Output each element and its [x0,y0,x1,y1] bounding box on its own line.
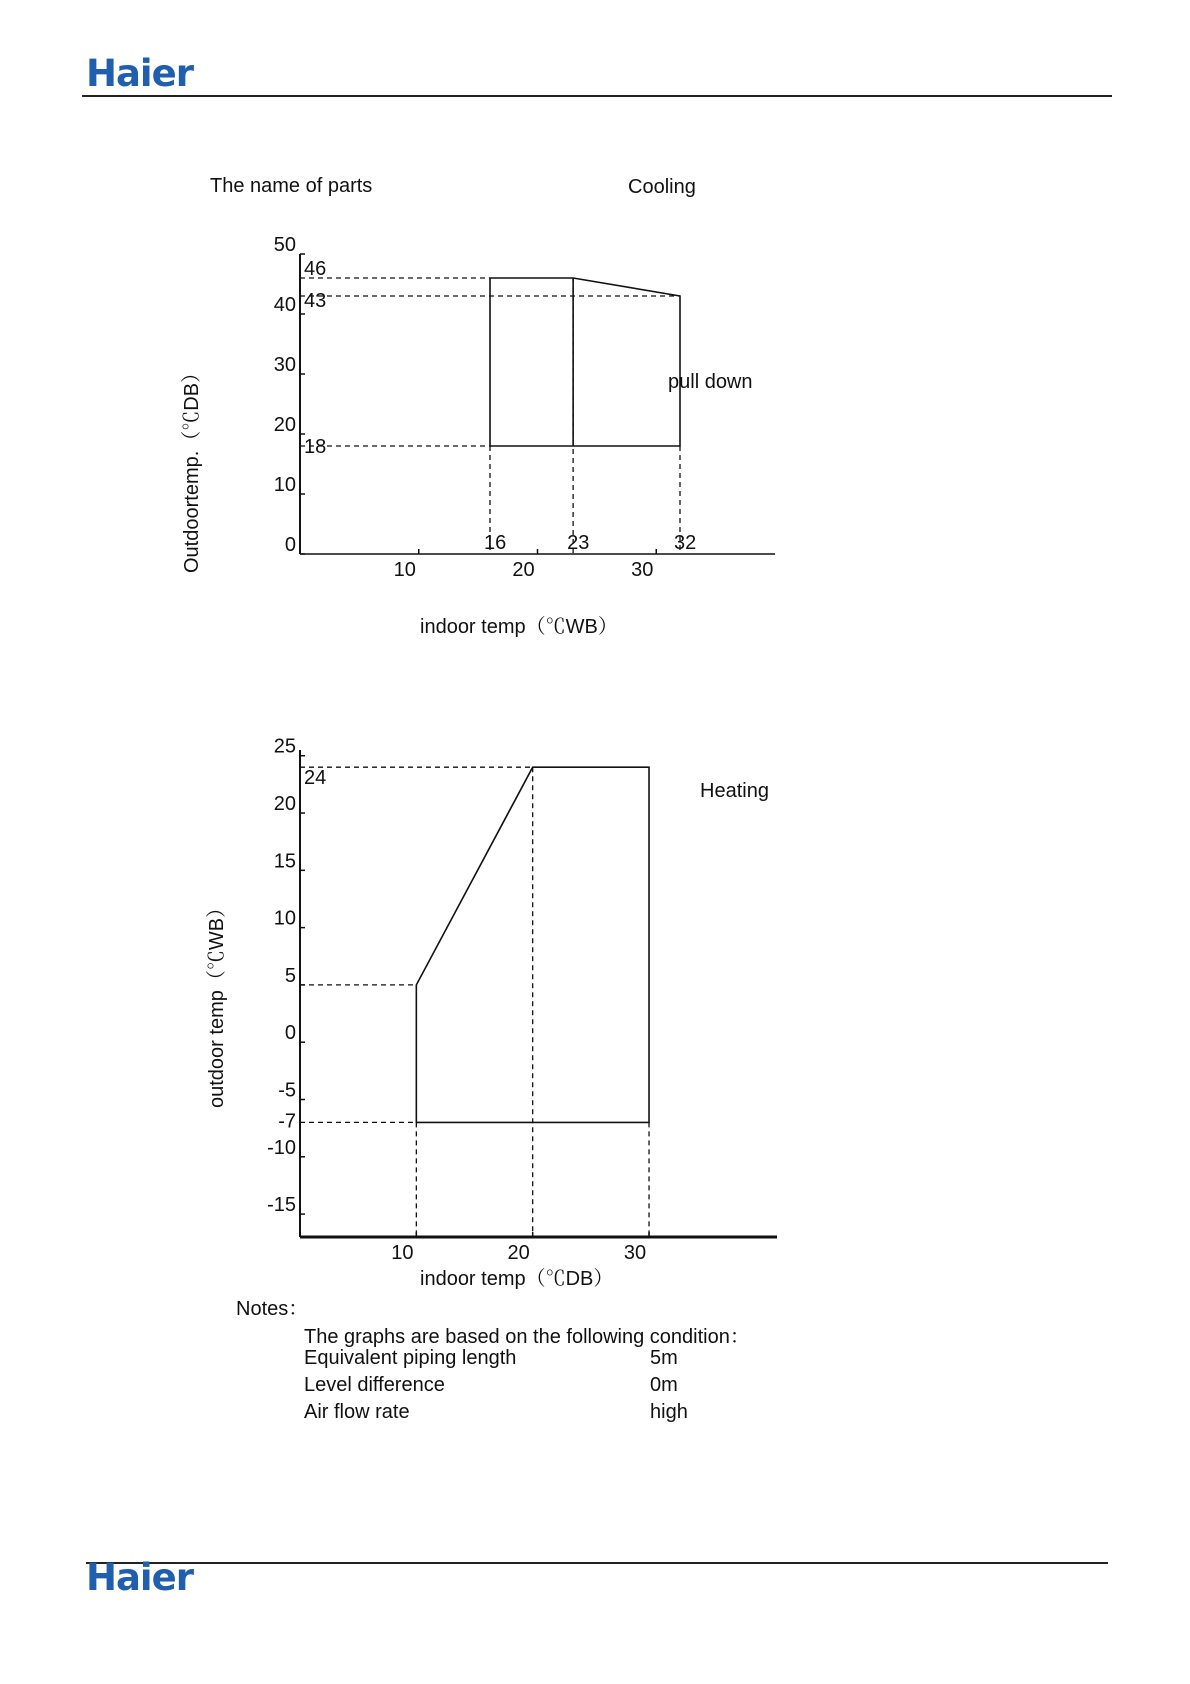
note-row [304,1347,678,1370]
y-tick-label: -15 [267,1194,296,1217]
notes-heading: Notes： [236,1298,309,1320]
note-row [304,1374,678,1397]
note-row [304,1401,688,1424]
note-label: Level difference [304,1374,445,1396]
x-tick-label: 30 [631,559,654,581]
brand-logo-footer: Haier [86,1556,193,1599]
y-tick-label: 5 [284,964,296,987]
y-tick-label: 10 [273,907,296,930]
section-title: The name of parts [210,175,373,197]
y-mark-label: 18 [304,436,327,458]
x-mark-label: 32 [674,532,697,554]
x-mark-label: 16 [484,532,507,554]
x-tick-label: 20 [507,1242,530,1264]
chart-title: Cooling [628,176,696,198]
notes [236,1292,750,1423]
x-axis-title: indoor temp（℃DB） [420,1268,614,1290]
chart-annotation: pull down [668,371,753,393]
x-tick-label: 10 [393,559,416,581]
chart-title: Heating [700,780,769,802]
y-axis-title: Outdoortemp.（℃DB） [181,362,203,573]
y-tick-label: 25 [273,735,296,758]
x-tick-label: 20 [512,559,535,581]
footer-rule [86,1562,1108,1564]
note-value: high [650,1401,688,1423]
brand-logo: Haier [86,52,193,95]
notes-condition: The graphs are based on the following condition： [304,1326,750,1348]
x-tick-label: 10 [391,1242,414,1264]
y-tick-label: -10 [267,1136,296,1159]
y-tick-label: 30 [273,354,296,376]
y-tick-label: 0 [284,1022,296,1045]
note-label: Equivalent piping length [304,1347,517,1369]
y-tick-label: 40 [273,294,296,316]
y-tick-label: -5 [278,1079,296,1102]
y-tick-label: 10 [273,474,296,496]
x-tick-label: 30 [623,1242,647,1264]
note-value: 5m [650,1347,678,1369]
y-tick-label: 50 [273,234,296,256]
y-mark-label: 43 [304,290,327,312]
y-tick-label: 20 [273,414,296,436]
note-label: Air flow rate [304,1401,410,1423]
y-tick-label: 15 [273,850,296,873]
y-axis-title: outdoor temp（℃WB） [206,897,228,1108]
y-mark-label: 46 [304,258,327,280]
x-axis-title: indoor temp（℃WB） [420,616,618,638]
y-tick-label: 0 [284,534,296,556]
y-tick-label: 20 [273,793,296,816]
y-mark-label: 24 [304,767,327,790]
x-mark-label: 23 [567,532,590,554]
y-mark-label: -7 [278,1110,296,1133]
note-value: 0m [650,1374,678,1396]
